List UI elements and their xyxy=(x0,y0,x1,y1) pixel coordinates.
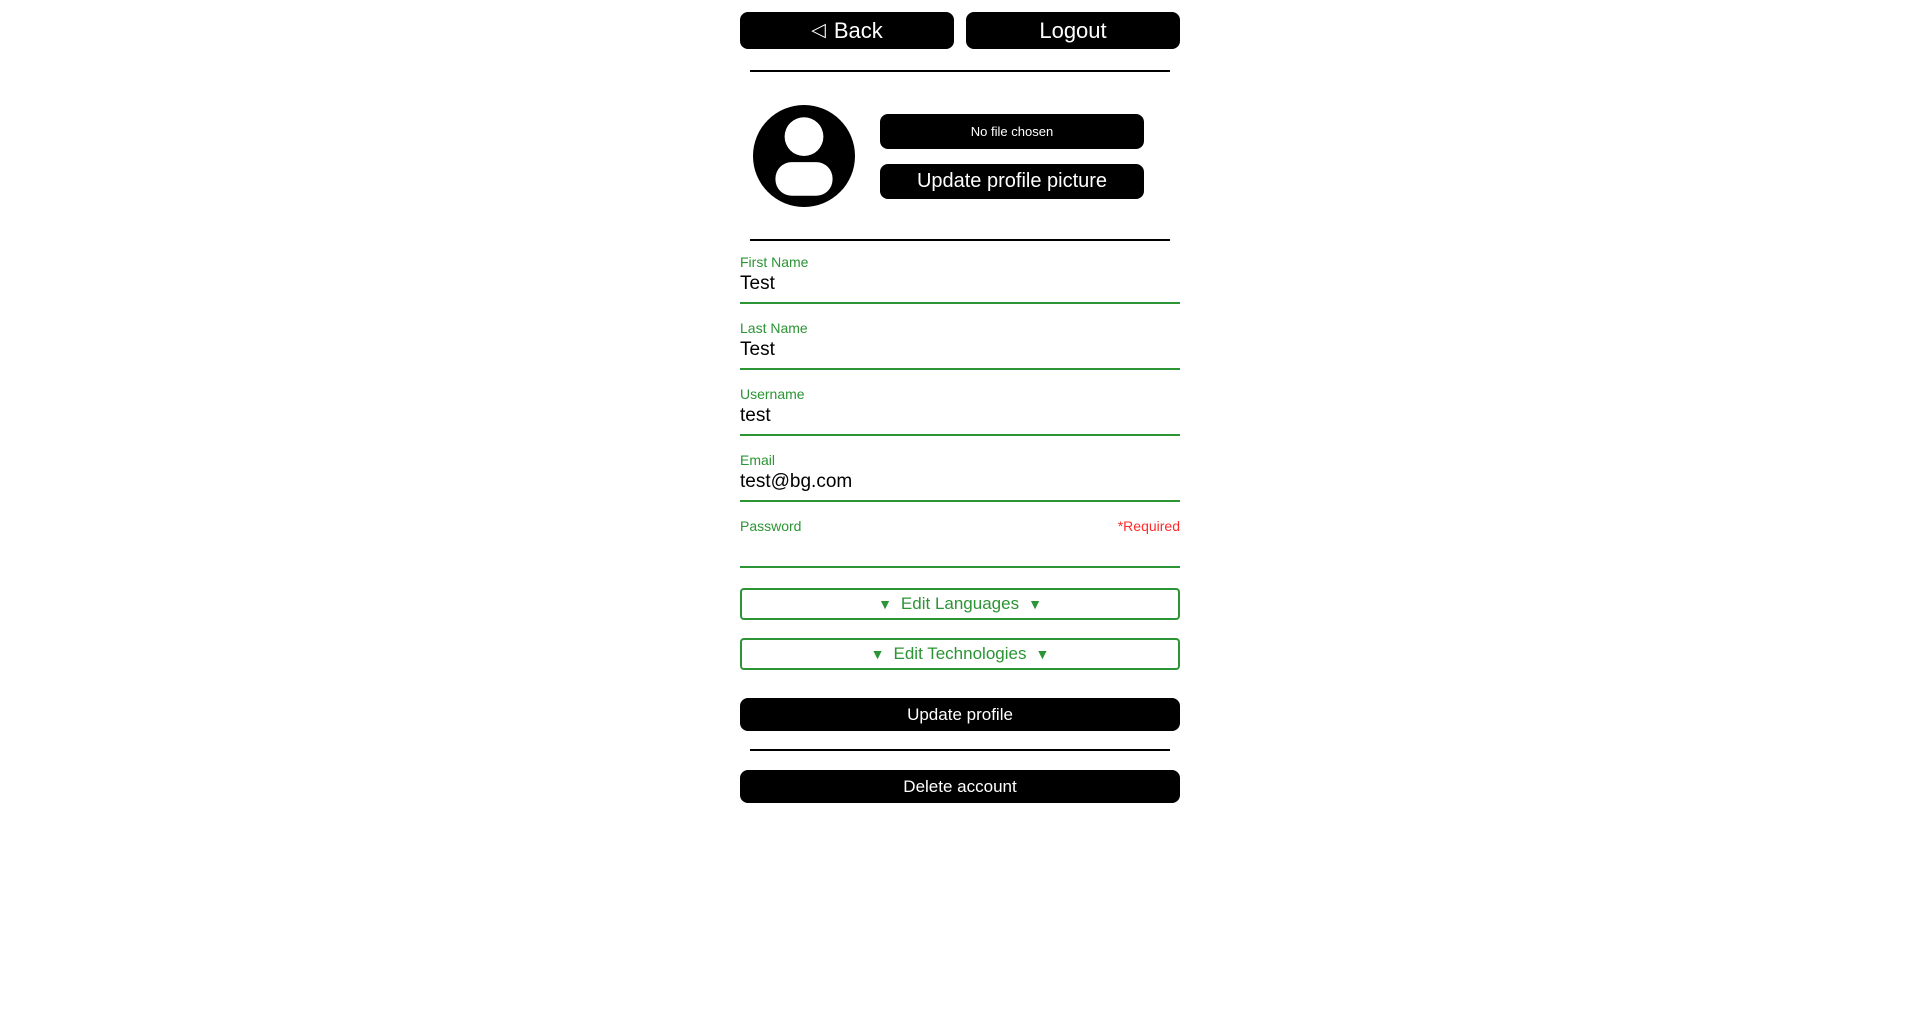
edit-languages-button[interactable] xyxy=(740,588,1180,620)
profile-form xyxy=(740,254,1180,568)
first-name-input[interactable] xyxy=(740,270,1180,304)
last-name-field xyxy=(740,320,1180,370)
chevron-down-icon: ▼ xyxy=(1035,646,1050,662)
last-name-input[interactable] xyxy=(740,336,1180,370)
edit-technologies-button[interactable] xyxy=(740,638,1180,670)
upload-controls xyxy=(880,114,1144,199)
logout-button[interactable] xyxy=(966,12,1180,49)
update-picture-button[interactable] xyxy=(880,164,1144,199)
divider xyxy=(750,239,1170,241)
update-profile-button[interactable] xyxy=(740,698,1180,731)
profile-picture-section xyxy=(740,105,1180,207)
username-input[interactable] xyxy=(740,402,1180,436)
email-field xyxy=(740,452,1180,502)
logout-button-label: Logout xyxy=(1039,17,1107,43)
username-label: Username xyxy=(740,386,805,402)
chevron-down-icon: ▼ xyxy=(870,646,885,662)
person-circle-icon xyxy=(753,105,855,207)
edit-languages-label: Edit Languages xyxy=(900,594,1020,613)
update-profile-label: Update profile xyxy=(907,704,1013,724)
back-arrow-icon: ◁ xyxy=(811,20,826,41)
delete-account-button[interactable] xyxy=(740,770,1180,803)
file-chooser-button[interactable] xyxy=(880,114,1144,149)
username-field xyxy=(740,386,1180,436)
divider xyxy=(750,70,1170,72)
file-chooser-label: No file chosen xyxy=(970,123,1054,139)
update-picture-label: Update profile picture xyxy=(916,169,1108,192)
back-button[interactable] xyxy=(740,12,954,49)
divider xyxy=(750,749,1170,751)
back-button-label: Back xyxy=(833,17,883,43)
delete-account-label: Delete account xyxy=(903,776,1017,796)
email-input[interactable] xyxy=(740,468,1180,502)
required-note: *Required xyxy=(1117,518,1180,534)
chevron-down-icon: ▼ xyxy=(1028,596,1042,612)
profile-page xyxy=(740,0,1180,803)
password-input[interactable] xyxy=(740,534,1180,568)
first-name-label: First Name xyxy=(740,254,809,270)
last-name-label: Last Name xyxy=(740,320,808,336)
password-label: Password xyxy=(740,518,802,534)
edit-technologies-label: Edit Technologies xyxy=(893,644,1027,663)
password-field xyxy=(740,518,1180,568)
top-button-row xyxy=(740,12,1180,49)
chevron-down-icon: ▼ xyxy=(878,596,892,612)
first-name-field xyxy=(740,254,1180,304)
email-label: Email xyxy=(740,452,776,468)
